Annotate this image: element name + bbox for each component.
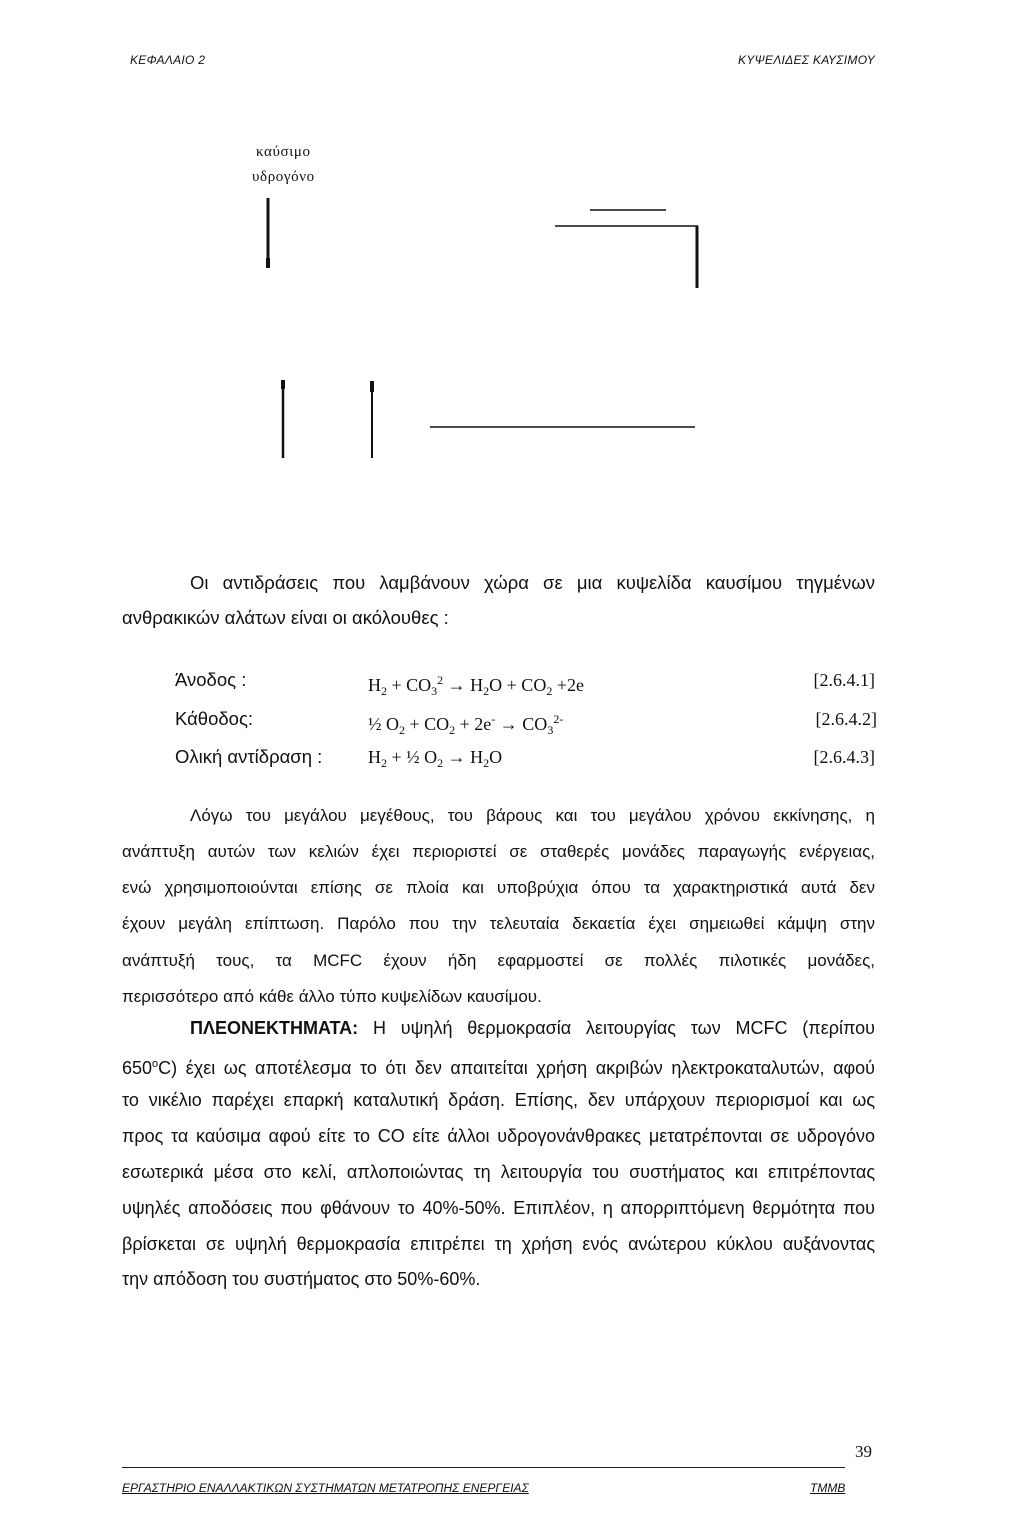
equation-subscript: 2 [399, 723, 405, 737]
equation-number: [2.6.4.3] [813, 747, 875, 767]
chapter-header: ΚΕΦΑΛΑΙΟ 2 [130, 53, 206, 67]
footer-department: ΤΜΜΒ [810, 1481, 846, 1495]
fuel-inlet-arrow-mark [266, 258, 270, 268]
equation-superscript: - [491, 712, 496, 726]
equation-subscript: 2 [437, 756, 444, 770]
equation-text: H [368, 747, 381, 767]
anode-equation [368, 668, 584, 698]
equation-text: + CO [405, 714, 450, 734]
equation-text: → CO [495, 714, 548, 734]
footer-divider [122, 1467, 845, 1468]
equation-subscript: 3 [431, 684, 438, 698]
overall-equation [368, 745, 502, 769]
section-header: ΚΥΨΕΛΙΔΕΣ ΚΑΥΣΙΜΟΥ [738, 53, 875, 67]
equation-subscript: 2 [483, 684, 490, 698]
equation-subscript: 2 [546, 684, 553, 698]
footer-lab-name: ΕΡΓΑΣΤΗΡΙΟ ΕΝΑΛΛΑΚΤΙΚΩΝ ΣΥΣΤΗΜΑΤΩΝ ΜΕΤΑΤΡΟΠΗΣ ΕΝΕΡΓΕΙΑΣ [122, 1481, 529, 1495]
paragraph-line: ανάπτυξη αυτών των κελιών έχει περιοριστεί σε σταθερές μονάδες παραγωγής ενέργειας, [122, 842, 875, 861]
paragraph-line: περισσότερο από κάθε άλλο τύπο κυψελίδων καυσίμου. [122, 987, 542, 1006]
line-text: Η υψηλή θερμοκρασία λειτουργίας των MCFC (περίπου [358, 1018, 875, 1038]
equation-text: O + CO [489, 675, 547, 695]
equation-subscript: 3 [547, 723, 554, 737]
equation-subscript: 2 [449, 723, 456, 737]
degree-mark: o [152, 1058, 159, 1070]
electrode-right-mark [370, 381, 374, 392]
paragraph-line: το νικέλιο παρέχει επαρκή καταλυτική δράση. Επίσης, δεν υπάρχουν περιορισμοί και ως [122, 1090, 875, 1110]
paragraph-line: εσωτερικά μέσα στο κελί, απλοποιώντας τη λειτουργία του συστήματος και επιτρέποντας [122, 1162, 875, 1182]
equation-text: ½ O [368, 714, 399, 734]
paragraph-line: προς τα καύσιμα αφού είτε το CO είτε άλλοι υδρογονάνθρακες μετατρέπονται σε υδρογόνο [122, 1126, 875, 1146]
paragraph-line: υψηλές αποδόσεις που φθάνουν το 40%-50%. Επιπλέον, η απορριπτόμενη θερμότητα που [122, 1198, 875, 1218]
fuel-cell-diagram [0, 0, 1024, 480]
advantages-heading: ΠΛΕΟΝΕΚΤΗΜΑΤΑ: [190, 1018, 359, 1038]
equation-text: + 2e [455, 714, 492, 734]
paragraph-line: βρίσκεται σε υψηλή θερμοκρασία επιτρέπει τη χρήση ενός ανώτερου κύκλου αυξάνοντας [122, 1234, 875, 1254]
equation-text: + CO [387, 675, 432, 695]
cathode-label: Κάθοδος: [175, 708, 254, 729]
paragraph-line: Λόγω του μεγάλου μεγέθους, του βάρους και του μεγάλου χρόνου εκκίνησης, η [190, 806, 875, 825]
cathode-equation [368, 707, 564, 737]
equation-subscript: 2 [483, 756, 490, 770]
page-number: 39 [855, 1442, 872, 1461]
paragraph-line: έχουν μεγάλη επίπτωση. Παρόλο που την τελευταία δεκαετία έχει σημειωθεί κάμψη στην [122, 914, 875, 933]
paragraph-line [122, 1052, 875, 1076]
anode-label: Άνοδος : [175, 669, 247, 690]
equation-superscript: 2 [437, 673, 444, 687]
equation-text: + ½ O [387, 747, 438, 767]
intro-line: ανθρακικών αλάτων είναι οι ακόλουθες : [122, 607, 449, 628]
overall-reaction-label: Ολική αντίδραση : [175, 746, 323, 767]
intro-line: Οι αντιδράσεις που λαμβάνουν χώρα σε μια κυψελίδα καυσίμου τηγμένων [190, 572, 875, 593]
equation-number: [2.6.4.2] [815, 709, 877, 729]
equation-subscript: 2 [381, 756, 387, 770]
paragraph-line: ανάπτυξή τους, τα MCFC έχουν ήδη εφαρμοστεί σε πολλές πιλοτικές μονάδες, [122, 951, 875, 970]
equation-number: [2.6.4.1] [813, 670, 875, 690]
paragraph-line: την απόδοση του συστήματος στο 50%-60%. [122, 1269, 481, 1289]
diagram-label-fuel: καύσιμο [256, 144, 311, 160]
diagram-label-hydrogen: υδρογόνο [252, 169, 315, 185]
line-text: C) έχει ως αποτέλεσμα το ότι δεν απαιτείται χρήση ακριβών ηλεκτροκαταλυτών, αφού [158, 1058, 875, 1078]
temperature-value: 650 [122, 1058, 153, 1078]
equation-text: +2e [552, 675, 584, 695]
equation-text: O [489, 747, 503, 767]
paragraph-line: ενώ χρησιμοποιούνται επίσης σε πλοία και υποβρύχια όπου τα χαρακτηριστικά αυτά δεν [122, 878, 875, 897]
equation-subscript: 2 [381, 684, 387, 698]
equation-text: H [368, 675, 381, 695]
equation-superscript: 2- [553, 712, 564, 726]
equation-text: → H [443, 675, 484, 695]
equation-text: → H [443, 747, 484, 767]
paragraph-line [190, 1016, 875, 1040]
electrode-left-mark [281, 380, 285, 389]
